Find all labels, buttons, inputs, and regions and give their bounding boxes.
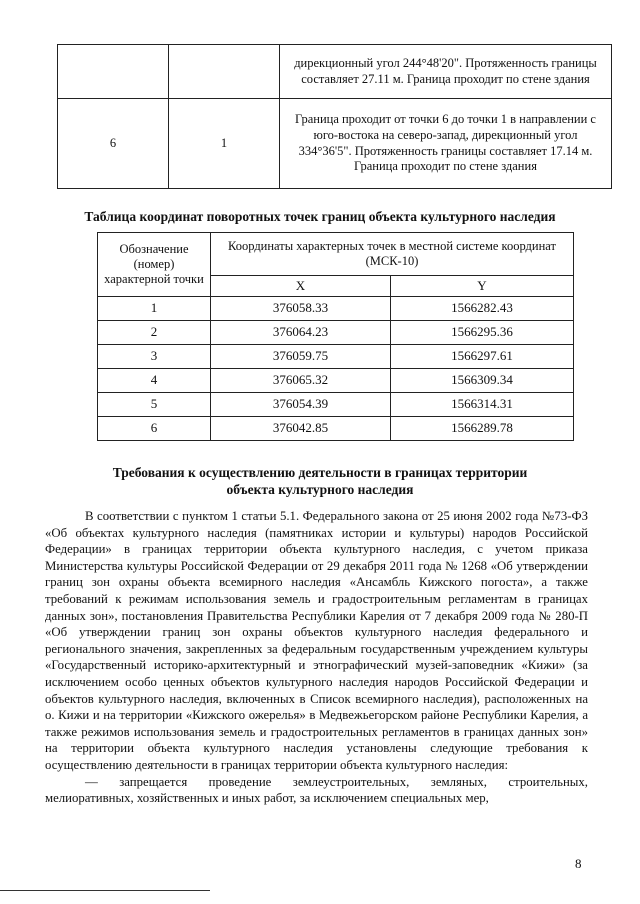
point-number: 5: [98, 392, 211, 416]
x-value: 376058.33: [211, 296, 391, 320]
requirements-list-item: — запрещается проведение землеустроительных, земляных, строительных, мелиоративных, хозяйственных и иных работ, за исключением специальных мер,: [45, 774, 588, 806]
coordinates-table: [97, 232, 574, 441]
page-number: 8: [575, 856, 582, 871]
header-row: [98, 233, 574, 276]
x-value: 376059.75: [211, 344, 391, 368]
point-number: 6: [98, 416, 211, 440]
boundary-description-cell: Граница проходит от точки 6 до точки 1 в направлении с юго-востока на северо-запад, дирекционный угол 334°36'5". Протяженность границы составляет 17.14 м. Граница проходит по стене здания: [280, 99, 612, 189]
requirements-heading-line2: объекта культурного наследия: [226, 482, 414, 497]
x-value: 376065.32: [211, 368, 391, 392]
table-row: [98, 392, 574, 416]
boundary-description-table: [57, 44, 612, 189]
point-cell: [58, 45, 169, 99]
y-value: 1566289.78: [391, 416, 574, 440]
next-point-cell: 1: [169, 99, 280, 189]
point-cell: 6: [58, 99, 169, 189]
x-value: 376042.85: [211, 416, 391, 440]
coordinates-table-title: Таблица координат поворотных точек границ объекта культурного наследия: [84, 209, 556, 224]
x-header: X: [211, 276, 391, 297]
y-value: 1566297.61: [391, 344, 574, 368]
y-header: Y: [391, 276, 574, 297]
point-number: 1: [98, 296, 211, 320]
point-number: 4: [98, 368, 211, 392]
requirements-heading: [40, 464, 600, 498]
x-value: 376054.39: [211, 392, 391, 416]
y-value: 1566295.36: [391, 320, 574, 344]
table-row: [98, 368, 574, 392]
table-row: [58, 45, 612, 99]
table-row: [98, 416, 574, 440]
y-value: 1566309.34: [391, 368, 574, 392]
coordinates-header: Координаты характерных точек в местной системе координат (МСК-10): [211, 233, 574, 276]
table-row: [98, 320, 574, 344]
x-value: 376064.23: [211, 320, 391, 344]
requirements-paragraph: В соответствии с пунктом 1 статьи 5.1. Федерального закона от 25 июня 2002 года №73-ФЗ «Об объектах культурного наследия (памятниках истории и культуры) народов Российской Федерации» в границах территории объекта культурного наследия, с учетом приказа Министерства культуры Российской Федерации от 29 декабря 2011 года № 1268 «Об утверждении границ зон охраны объекта всемирного наследия «Ансамбль Кижского погоста», а также требований к режимам использования земель и градостроительным регламентам в границах данных зон», постановления Правительства Республики Карелия от 7 декабря 2009 года № 280-П «Об утверждении границ зон охраны объектов культурного наследия федерального и регионального значения, закрепленных за федеральным государственным учреждением культуры «Государственный историко-архитектурный и этнографический музей-заповедник «Кижи» (за исключением особо ценных объектов культурного наследия народов Российской Федерации и объектов культурного наследия, включенных в Список всемирного наследия), расположенных на о. Кижи и на территории «Кижского ожерелья» в Медвежьегорском районе Республики Карелия, а также режимов использования земель и градостроительных регламентов в границах данных зон» на территории объекта культурного наследия установлены следующие требования к осуществлению деятельности в границах территории объекта культурного наследия:: [45, 509, 588, 772]
table-row: [98, 296, 574, 320]
requirements-heading-line1: Требования к осуществлению деятельности в границах территории: [112, 465, 528, 480]
footnote-divider: [0, 890, 210, 891]
next-point-cell: [169, 45, 280, 99]
point-number: 3: [98, 344, 211, 368]
y-value: 1566314.31: [391, 392, 574, 416]
point-number: 2: [98, 320, 211, 344]
point-header: Обозначение (номер) характерной точки: [98, 233, 211, 297]
requirements-body: [45, 508, 588, 807]
y-value: 1566282.43: [391, 296, 574, 320]
table-row: [98, 344, 574, 368]
boundary-description-cell: дирекционный угол 244°48'20". Протяженность границы составляет 27.11 м. Граница проходит по стене здания: [280, 45, 612, 99]
table-row: [58, 99, 612, 189]
